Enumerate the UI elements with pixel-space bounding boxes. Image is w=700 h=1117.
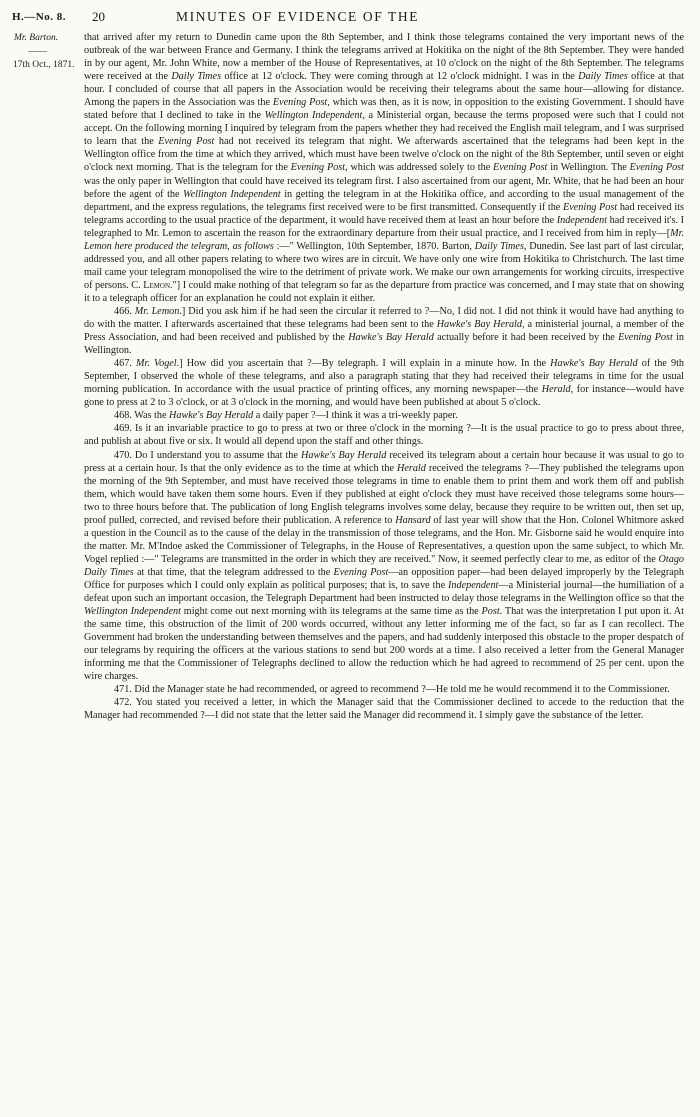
document-code: H.—No. 8. (12, 11, 66, 23)
question-467: 467. Mr. Vogel.] How did you ascertain that ?—By telegraph. I will explain in a minute how. In the Hawke's Bay Herald of the 9th September, I observed the whole of these telegrams, and also a paragraph stating that they had received their telegrams in time for the usual morning publication. In accordance with the usual practice of printing offices, any morning newspaper—the Herald, for instance—would have gone to press at 2 to 3 o'clock, or at 3 o'clock in the morning, and would have been published at about 5 o'clock. (84, 358, 685, 409)
question-469: 469. Is it an invariable practice to go to press at two or three o'clock in the morning ?—It is the usual practice to go to press about three, and publish at about five or six. It would all depend upon the staff and other things. (84, 423, 684, 448)
margin-date: 17th Oct., 1871. (13, 60, 75, 70)
page-number: 20 (92, 9, 105, 24)
evidence-body (84, 31, 684, 722)
running-title: MINUTES OF EVIDENCE OF THE (176, 9, 420, 24)
question-472: 472. You stated you received a letter, in which the Manager said that the Commissioner declined to accede to the reduction that the Manager had recommended ?—I did not state that the letter said the Manager did recommend it. I simply gave the substance of the letter. (84, 697, 684, 722)
question-471: 471. Did the Manager state he had recommended, or agreed to recommend ?—He told me he would recommend it to the Commissioner. (114, 684, 670, 696)
question-466: 466. Mr. Lemon.] Did you ask him if he had seen the circular it referred to ?—No, I did not. I did not think it would have had anything to do with the matter. I afterwards ascertained that these telegrams had been sent to the Hawke's Bay Herald, a ministerial journal, a member of the Press Association, and had been received and published by the Hawke's Bay Herald actually before it had been received by the Evening Post in Wellington. (84, 305, 685, 357)
margin-witness-name: Mr. Barton. (14, 33, 59, 43)
question-470: 470. Do I understand you to assume that the Hawke's Bay Herald received its telegram about a certain hour because it was usual to go to press at a certain hour. Is that the only evidence as to the time at which the Herald received the telegrams ?—They published the telegrams upon the morning of the 9th September, and must have received those telegrams in time to enable them to print them and work them off and publish them, which would have taken them some hours. Even if they published at eight o'clock they must have received those telegrams some hours—two to three hours before that. The publication of long English telegrams involves some delay, because they require to be written out, then set up, proof pulled, corrected, and revised before their publication. A reference to Hansard of last year will show that the Hon. Colonel Whitmore asked a question in the Council as to the cause of the delay in the transmission of those telegrams, and the Hon. Mr. Gisborne said he would enquire into the matter. Mr. M'Indoe asked the Commissioner of Telegraphs, in the House of Representatives, a question upon the same subject, to which Mr. Vogel replied :—" Telegrams are transmitted in the order in which they are received." Now, it seemed perfectly clear to me, as editor of the Otago Daily Times at that time, that the telegram addressed to the Evening Post—an opposition paper—had been delayed improperly by the Telegraph Office for purposes which I could only explain as political purposes; that is, to save the Independent—a Ministerial journal—the humiliation of a defeat upon such an important occasion, the Telegraph Department had been instructed to delay those telegrams in the Wellington office so that the Wellington Independent might come out next morning with its telegrams at the same time as the Post. That was the interpretation I put upon it. At the same time, this obstruction of the limit of 200 words occurred, without any letter informing me of the fact, so far as I can recollect. The Government had broken the understanding between themselves and the papers, and had suddenly interposed this obstacle to the proper despatch of our telegrams by requiring the officers at the various stations to send but 200 words at a time. I also received a letter from the General Manager informing me that the Commissioner of Telegraphs declined to allow the reduction which he had agreed to recommend of 25 per cent. upon the wire charges. (84, 449, 684, 683)
question-468: 468. Was the Hawke's Bay Herald a daily paper ?—I think it was a tri-weekly paper. (114, 410, 458, 422)
paragraph-continued: that arrived after my return to Dunedin came upon the 8th September, and I think those telegrams contained the very important news of the outbreak of the war between France and Germany. I think the telegrams arrived at Hokitika on the night of the 8th September. They were handed in by our agent, Mr. John White, now a member of the House of Representatives, at 10 o'clock on the night of the 8th September. The telegrams were received at the Daily Times office at 12 o'clock. They were coming through at 12 o'clock midnight. I was in the Daily Times office at that hour. I concluded of course that all papers in the Association would be receiving their telegrams about the same hour—allowing for distance. Among the papers in the Association was the Evening Post, which was then, as it is now, in opposition to the existing Government. I should have stated before that I declined to take in the Wellington Independent, a Ministerial organ, because the terms proposed were such that I could not accept. On the following morning I inquired by telegram from the papers whether they had received the English mail telegram, and I was surprised to learn that the Evening Post had not received its telegram that night. We afterwards ascertained that the telegrams had been kept in the Wellington office from the time at which they arrived, which must have been twelve o'clock on the night of the 8th September, until seven or eight o'clock next morning. That is the telegram for the Evening Post, which was addressed solely to the Evening Post in Wellington. The Evening Post was the only paper in Wellington that could have received its telegram first. I also ascertained from our agent, Mr. White, that he had been an hour before the agent of the Wellington Independent in getting the telegram in at the Hokitika office, and according to the usual management of the department, and the express regulations, the telegrams first received were to be first transmitted. Consequently if the Evening Post had received its telegrams according to the usual practice of the department, it would have received them at least an hour before the Independent had received it's. I telegraphed to Mr. Lemon to ascertain the reason for the extraordinary departure from their usual practice, and I received from him in reply—[Mr. Lemon here produced the telegram, as follows :—" Wellington, 10th September, 1870. Barton, Daily Times, Dunedin. See last part of last circular, addressed you, and all other papers relating to where two wires are in circuit. We have only one wire from Hokitika to Christchurch. The last time mail came your telegram monopolised the wire to the detriment of private work. We make our own arrangements for working circuits, irrespective of persons. C. Lemon."] I could make nothing of that telegram so far as the departure from practice was concerned, and I may state that on showing it to a telegraph officer for an explanation he could not explain it either. (84, 32, 684, 304)
margin-rule: —— (28, 47, 47, 57)
